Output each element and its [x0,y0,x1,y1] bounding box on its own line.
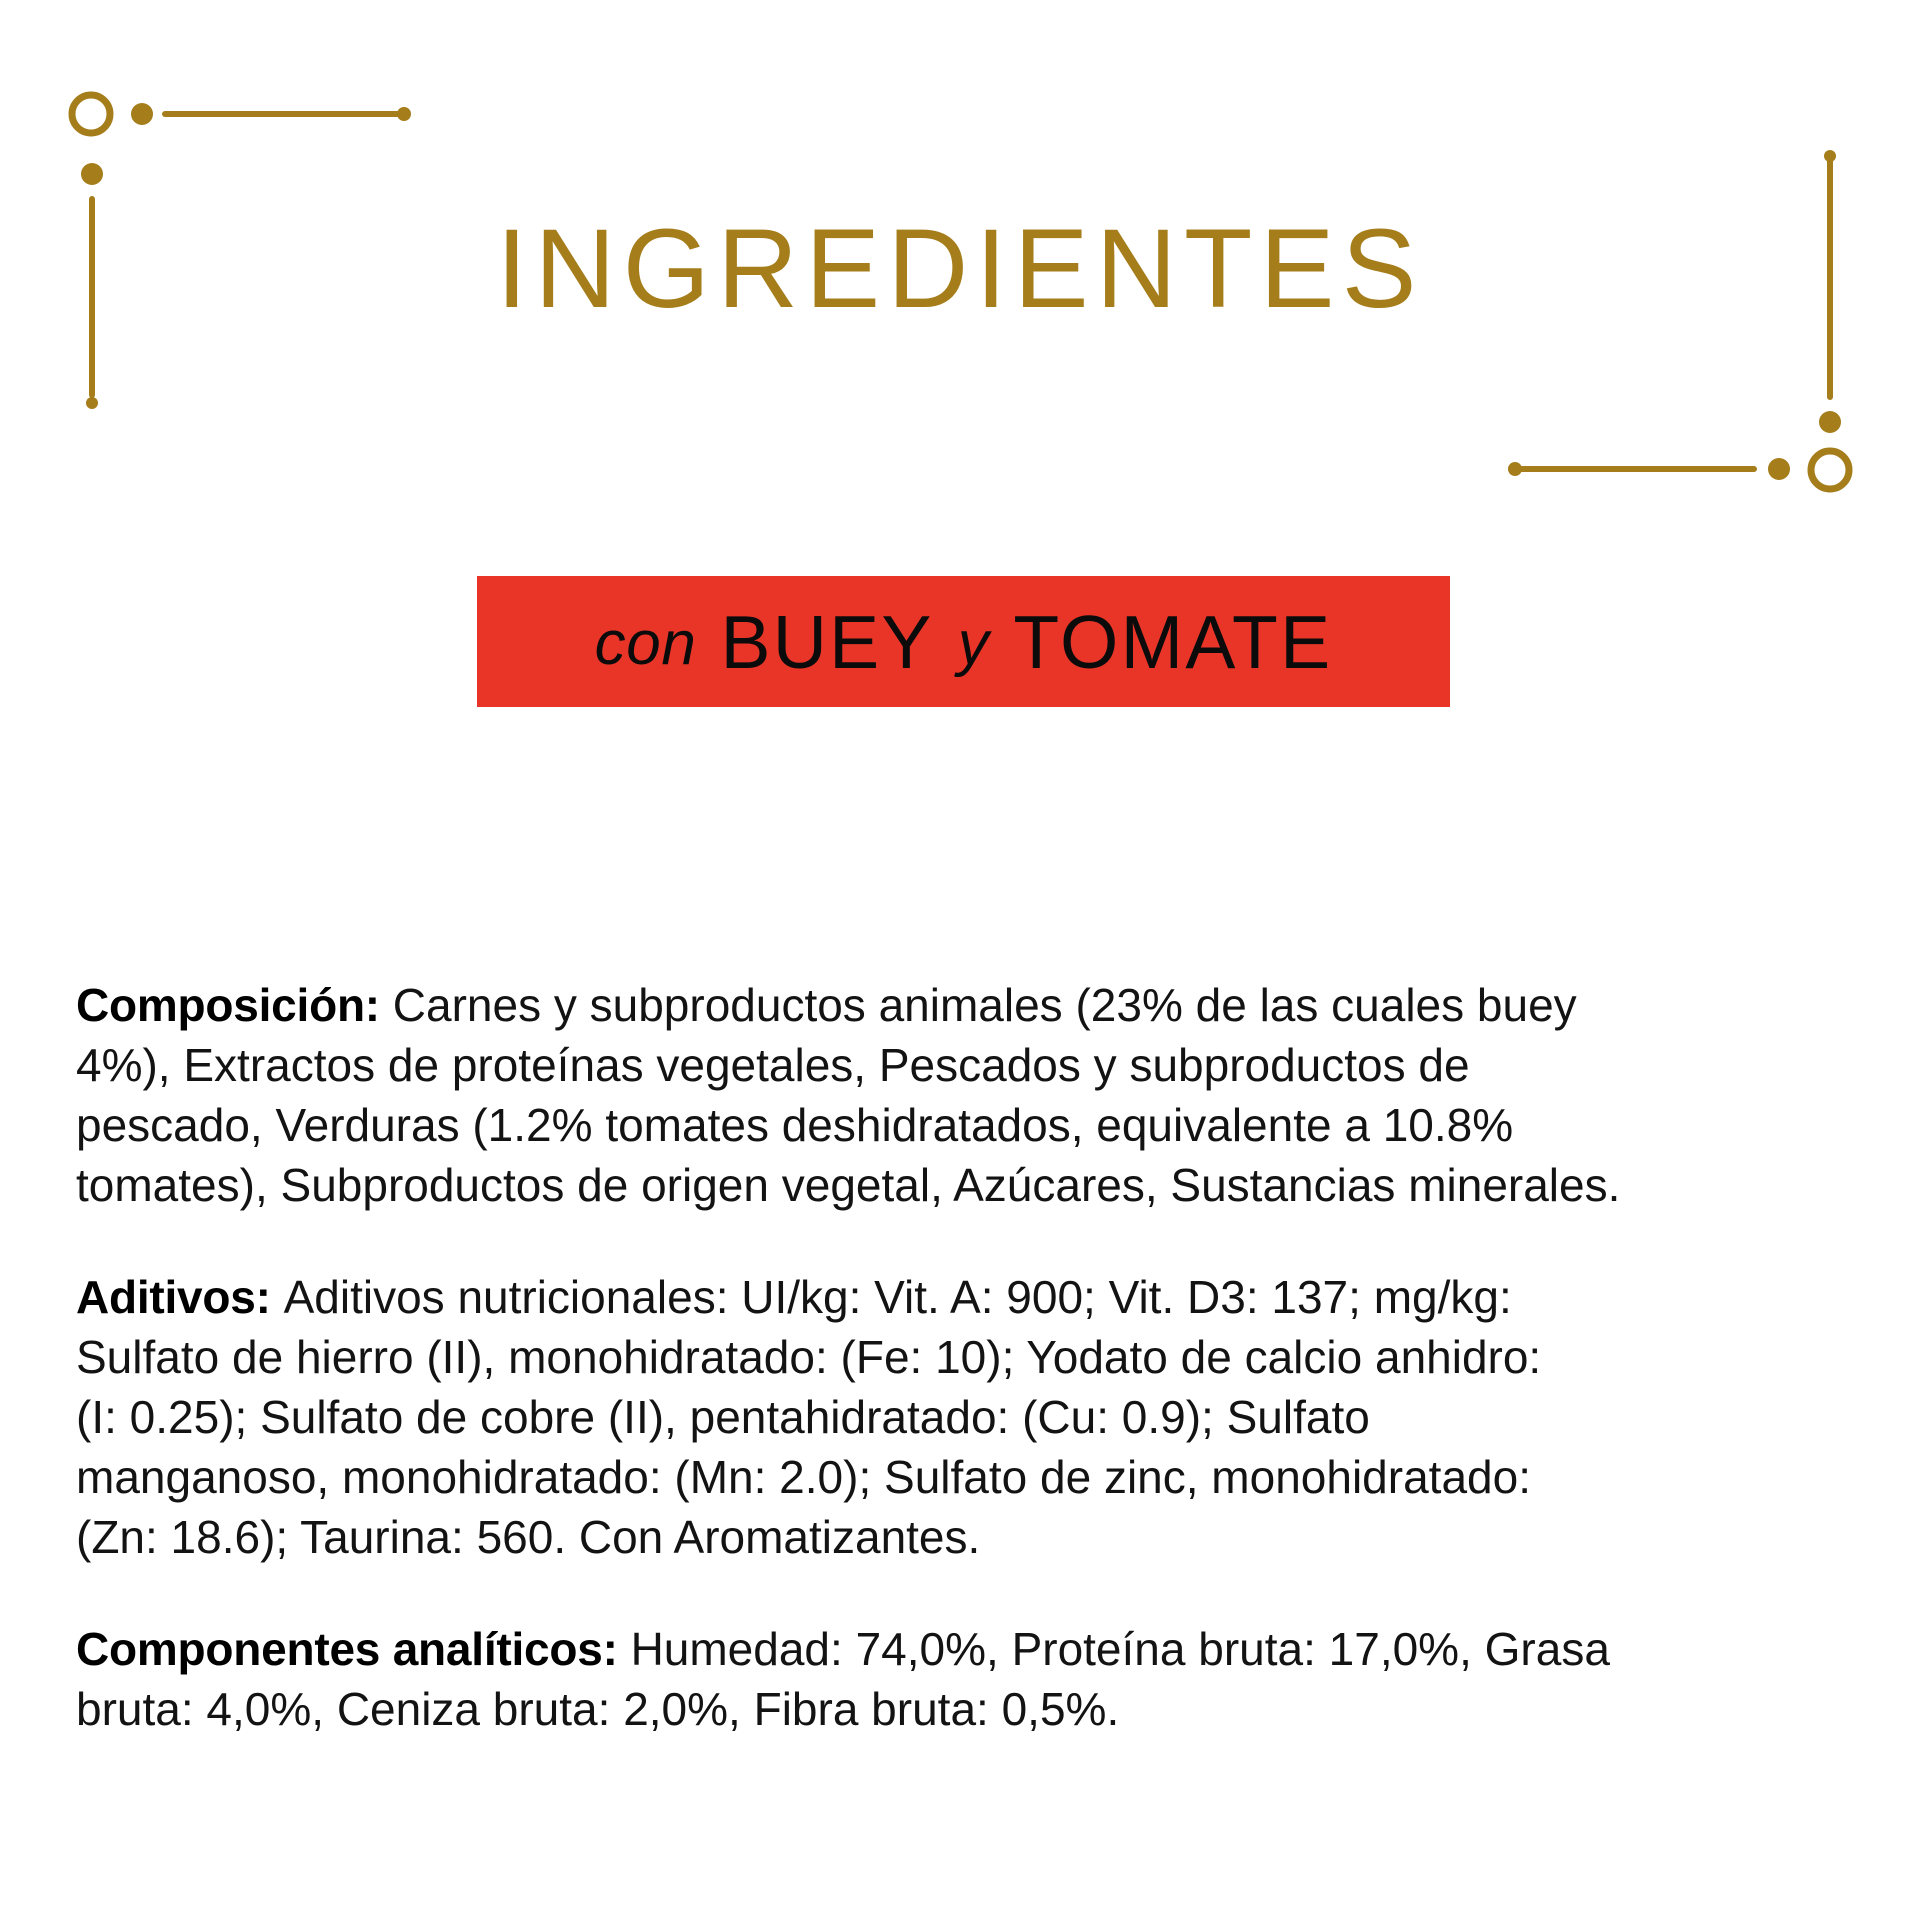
paragraph-text: Aditivos nutricionales: UI/kg: Vit. A: 900; Vit. D3: 137; mg/kg: [283,1271,1512,1323]
text-line: bruta: 4,0%, Ceniza bruta: 2,0%, Fibra bruta: 0,5%. [76,1683,1120,1735]
paragraph-label: Composición: [76,979,380,1031]
text-line: pescado, Verduras (1.2% tomates deshidratados, equivalente a 10.8% [76,1099,1514,1151]
page-title: INGREDIENTES [496,206,1424,331]
paragraph-text: Humedad: 74,0%, Proteína bruta: 17,0%, Grasa [630,1623,1610,1675]
text-line: tomates), Subproductos de origen vegetal, Azúcares, Sustancias minerales. [76,1159,1621,1211]
flavour-banner [477,576,1450,707]
text-line: (I: 0.25); Sulfato de cobre (II), pentahidratado: (Cu: 0.9); Sulfato [76,1391,1370,1443]
paragraph-text: Carnes y subproductos animales (23% de las cuales buey [392,979,1577,1031]
text-line [76,975,1876,1035]
text-line [76,1619,1876,1679]
text-line: (Zn: 18.6); Taurina: 560. Con Aromatizantes. [76,1511,981,1563]
paragraph-label: Componentes analíticos: [76,1623,618,1675]
text-line: manganoso, monohidratado: (Mn: 2.0); Sulfato de zinc, monohidratado: [76,1451,1531,1503]
banner-flavour-2: TOMATE [1013,599,1333,684]
banner-flavour-1: BUEY [720,599,934,684]
paragraph-aditivos [76,1267,1876,1567]
text-line: Sulfato de hierro (II), monohidratado: (Fe: 10); Yodato de calcio anhidro: [76,1331,1542,1383]
ingredients-text [76,975,1876,1791]
paragraph-label: Aditivos: [76,1271,271,1323]
banner-prefix: con [594,609,697,678]
paragraph-componentes-analiticos [76,1619,1876,1739]
text-line [76,1267,1876,1327]
paragraph-composicion [76,975,1876,1215]
banner-connector: y [957,609,990,678]
text-line: 4%), Extractos de proteínas vegetales, Pescados y subproductos de [76,1039,1470,1091]
